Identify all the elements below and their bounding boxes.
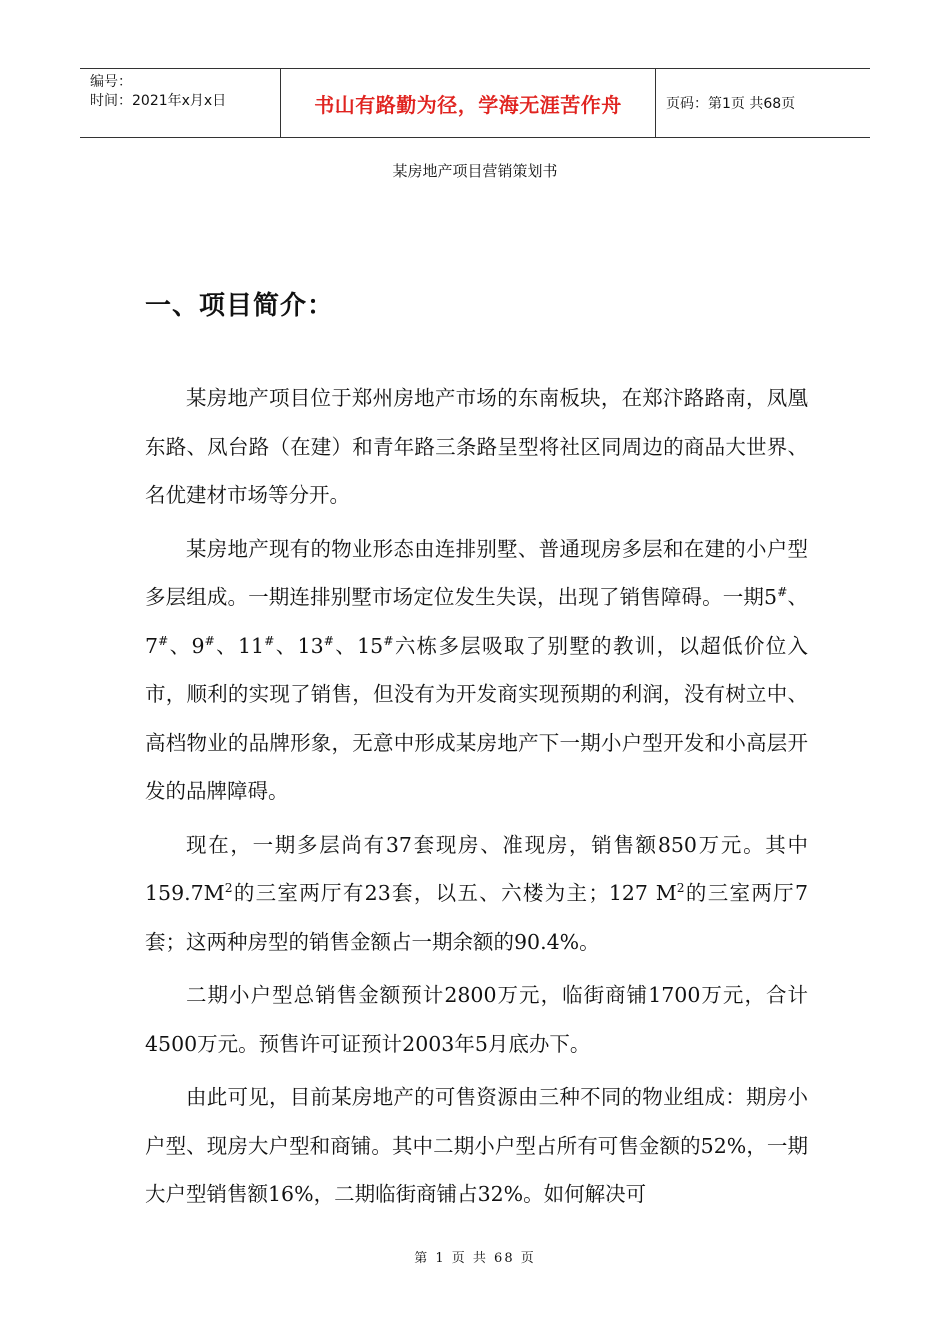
paragraph: 某房地产项目位于郑州房地产市场的东南板块，在郑汴路路南，凤凰东路、凤台路（在建）和青年路三条路呈型将社区同周边的商品大世界、名优建材市场等分开。 [145, 386, 808, 507]
date-label: 时间：2021年x月x日 [90, 93, 227, 109]
paragraph: 二期小户型总销售金额预计2800万元，临街商铺1700万元，合计4500万元。预售许可证预计2003年5月底办下。 [145, 983, 808, 1056]
document-body [145, 374, 808, 1224]
serial-number-label: 编号： [90, 74, 132, 90]
paragraph: 由此可见，目前某房地产的可售资源由三种不同的物业组成：期房小户型、现房大户型和商铺。其中二期小户型占所有可售金额的52%，一期大户型销售额16%，二期临街商铺占32%。如何解决可 [145, 1085, 808, 1206]
page-footer: 第 1 页 共 68 页 [414, 1251, 536, 1266]
document-title: 某房地产项目营销策划书 [392, 162, 558, 180]
page-header [80, 68, 870, 138]
header-page-info: 页码：第1页 共68页 [666, 96, 796, 112]
header-meta [80, 69, 281, 137]
header-motto: 书山有路勤为径，学海无涯苦作舟 [281, 69, 656, 137]
paragraph: 现在，一期多层尚有37套现房、准现房，销售额850万元。其中$159.7M^2$的三室两厅有23套，以五、六楼为主；127 $M^2$的三室两厅7套；这两种房型的销售金额占一期余额的90.4%。 [145, 832, 808, 954]
section-heading: 一、项目简介： [145, 291, 335, 321]
paragraph: 某房地产现有的物业形态由连排别墅、普通现房多层和在建的小户型多层组成。一期连排别墅市场定位发生失误，出现了销售障碍。一期5#、7#、9#、11#、13#、15#六栋多层吸取了别墅的教训，以超低价位入市，顺利的实现了销售，但没有为开发商实现预期的利润，没有树立中、高档物业的品牌形象，无意中形成某房地产下一期小户型开发和小高层开发的品牌障碍。 [145, 536, 809, 803]
